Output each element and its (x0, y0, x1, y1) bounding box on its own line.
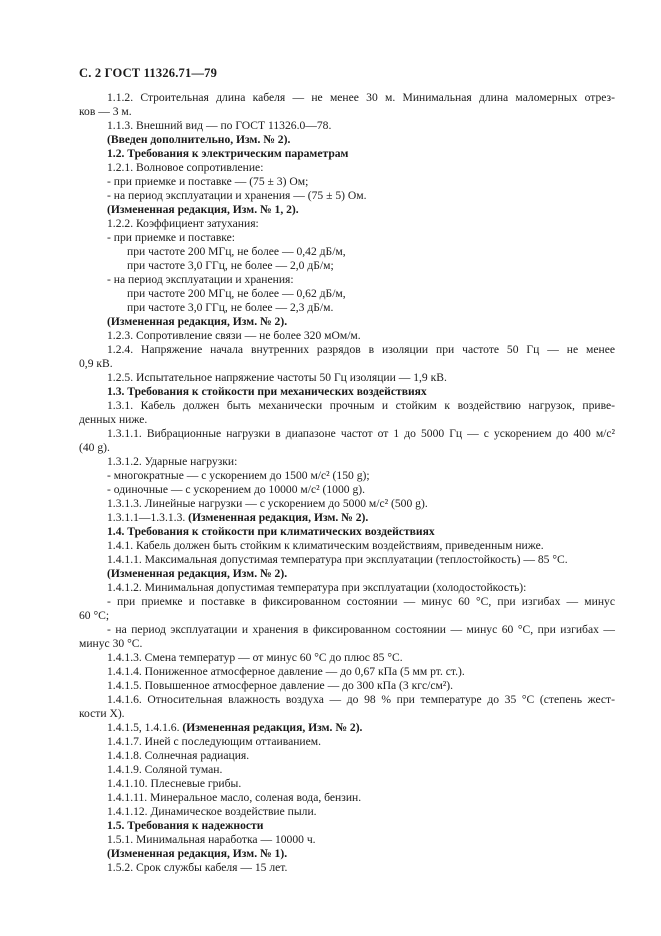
line-text: - одиночные — с ускорением до 10000 м/с² (1000 g). (107, 483, 366, 496)
text-line (127, 287, 346, 301)
text-line (107, 539, 544, 553)
text-line (79, 441, 110, 455)
line-text: минус 30 °С. (79, 637, 143, 650)
line-text: 1.4.1.2. Минимальная допустимая температура при эксплуатации (холодостойкость): (107, 581, 527, 594)
text-line (107, 553, 568, 567)
line-text: (Измененная редакция, Изм. № 1). (107, 847, 288, 860)
line-text: 1.4.1.3. Смена температур — от минус 60 °С до плюс 85 °С. (107, 651, 403, 664)
line-text: 1.4.1.6. Относительная влажность воздуха — до 98 % при температуре до 35 °С (степень жест- (107, 693, 615, 706)
text-line (79, 105, 132, 119)
line-text: 1.3.1.1—1.3.1.3. (107, 511, 186, 524)
text-line (107, 819, 263, 833)
line-text: 1.5.2. Срок службы кабеля — 15 лет. (107, 861, 288, 874)
text-line (107, 567, 287, 581)
line-text: 1.4.1.5. Повышенное атмосферное давление — до 300 кПа (3 кгс/см²). (107, 679, 454, 692)
text-line (107, 371, 447, 385)
line-text: - многократные — с ускорением до 1500 м/с² (150 g); (107, 469, 370, 482)
line-text: 1.2.3. Сопротивление связи — не более 320 мОм/м. (107, 329, 361, 342)
text-line (79, 357, 113, 371)
text-line (127, 245, 346, 259)
text-line (107, 651, 403, 665)
line-text: 1.2.2. Коэффициент затухания: (107, 217, 259, 230)
text-line (107, 511, 368, 525)
line-text: 1.4.1.11. Минеральное масло, соленая вода, бензин. (107, 791, 362, 804)
line-text: при частоте 3,0 ГГц, не более — 2,0 дБ/м; (127, 259, 334, 272)
line-text: 60 °С; (79, 609, 110, 622)
text-line (107, 777, 241, 791)
line-text: 1.3.1.3. Линейные нагрузки — с ускорением до 5000 м/с² (500 g). (107, 497, 428, 510)
text-line (107, 735, 321, 749)
line-text: (Измененная редакция, Изм. № 2). (107, 567, 288, 580)
text-line (107, 427, 615, 441)
line-text: (40 g). (79, 441, 110, 454)
text-line (107, 189, 367, 203)
text-line (107, 91, 615, 105)
line-text: при частоте 200 МГц, не более — 0,42 дБ/м, (127, 245, 346, 258)
line-text: 1.2.5. Испытательное напряжение частоты 50 Гц изоляции — 1,9 кВ. (107, 371, 447, 384)
amendment-note: (Измененная редакция, Изм. № 2). (185, 511, 369, 524)
line-text: 1.4.1.9. Соляной туман. (107, 763, 223, 776)
text-line (79, 413, 147, 427)
text-line (107, 665, 465, 679)
line-text: - на период эксплуатации и хранения — (75 ± 5) Ом. (107, 189, 367, 202)
line-text: 1.4.1.10. Плесневые грибы. (107, 777, 242, 790)
line-text: при частоте 200 МГц, не более — 0,62 дБ/м, (127, 287, 346, 300)
line-text: 1.2. Требования к электрическим параметрам (107, 147, 349, 160)
line-text: 1.4.1.5, 1.4.1.6. (107, 721, 180, 734)
line-text: 1.3.1. Кабель должен быть механически прочным и стойким к воздействию нагрузок, приве- (107, 399, 615, 412)
text-line (107, 343, 615, 357)
text-line (107, 273, 294, 287)
line-text: (Измененная редакция, Изм. № 2). (107, 315, 288, 328)
text-line (107, 497, 428, 511)
line-text: кости Х). (79, 707, 125, 720)
text-line (79, 609, 109, 623)
line-text: - на период эксплуатации и хранения: (107, 273, 294, 286)
text-line (107, 399, 615, 413)
line-text: 1.5.1. Минимальная наработка — 10000 ч. (107, 833, 316, 846)
text-line (107, 833, 316, 847)
text-line (107, 623, 615, 637)
text-line (107, 525, 435, 539)
line-text: 1.1.2. Строительная длина кабеля — не менее 30 м. Минимальная длина маломерных отрез- (107, 91, 615, 104)
text-line (107, 721, 362, 735)
text-line (107, 385, 427, 399)
text-line (107, 861, 287, 875)
line-text: 1.3.1.1. Вибрационные нагрузки в диапазоне частот от 1 до 5000 Гц — с ускорением до 400 м/с² (107, 427, 615, 440)
text-line (79, 637, 142, 651)
line-text: 1.2.4. Напряжение начала внутренних разрядов в изоляции при частоте 50 Гц — не менее (107, 343, 615, 356)
text-line (107, 749, 249, 763)
line-text: - при приемке и поставке — (75 ± 3) Ом; (107, 175, 309, 188)
line-text: ков — 3 м. (79, 105, 132, 118)
line-text: при частоте 3,0 ГГц, не более — 2,3 дБ/м. (127, 301, 334, 314)
line-text: (Введен дополнительно, Изм. № 2). (107, 133, 291, 146)
text-line (107, 595, 615, 609)
text-line (107, 679, 453, 693)
line-text: 1.4.1.1. Максимальная допустимая температура при эксплуатации (теплостойкость) — 85 °С. (107, 553, 568, 566)
line-text: (Измененная редакция, Изм. № 1, 2). (107, 203, 299, 216)
line-text: 1.2.1. Волновое сопротивление: (107, 161, 264, 174)
line-text: 1.4.1.8. Солнечная радиация. (107, 749, 250, 762)
amendment-note: (Измененная редакция, Изм. № 2). (179, 721, 363, 734)
text-line (107, 693, 615, 707)
text-line (107, 763, 222, 777)
line-text: 1.5. Требования к надежности (107, 819, 264, 832)
text-line (107, 315, 287, 329)
line-text: 0,9 кВ. (79, 357, 113, 370)
text-line (127, 259, 334, 273)
text-line (79, 707, 125, 721)
text-line (127, 301, 333, 315)
text-line (107, 203, 299, 217)
line-text: 1.3. Требования к стойкости при механических воздействиях (107, 385, 427, 398)
page-header: С. 2 ГОСТ 11326.71—79 (79, 66, 218, 80)
text-line (107, 147, 348, 161)
text-line (107, 161, 263, 175)
text-line (107, 469, 370, 483)
line-text: 1.4.1.7. Иней с последующим оттаиванием. (107, 735, 322, 748)
line-text: - на период эксплуатации и хранения в фиксированном состоянии — минус 60 °С, при изгибах — (107, 623, 615, 636)
line-text: 1.3.1.2. Ударные нагрузки: (107, 455, 238, 468)
line-text: 1.4.1. Кабель должен быть стойким к климатическим воздействиям, приведенным ниже. (107, 539, 544, 552)
text-line (107, 133, 290, 147)
text-line (107, 455, 237, 469)
text-line (107, 847, 287, 861)
text-line (107, 581, 526, 595)
text-line (107, 175, 308, 189)
text-line (107, 483, 365, 497)
text-line (107, 791, 361, 805)
line-text: денных ниже. (79, 413, 148, 426)
text-line (107, 217, 259, 231)
line-text: 1.4.1.4. Пониженное атмосферное давление — до 0,67 кПа (5 мм рт. ст.). (107, 665, 465, 678)
line-text: - при приемке и поставке в фиксированном состоянии — минус 60 °С, при изгибах — минус (107, 595, 615, 608)
line-text: 1.4. Требования к стойкости при климатических воздействиях (107, 525, 435, 538)
text-line (107, 805, 317, 819)
text-line (107, 329, 361, 343)
text-line (107, 119, 331, 133)
text-line (107, 231, 235, 245)
line-text: - при приемке и поставке: (107, 231, 236, 244)
line-text: 1.4.1.12. Динамическое воздействие пыли. (107, 805, 317, 818)
line-text: 1.1.3. Внешний вид — по ГОСТ 11326.0—78. (107, 119, 332, 132)
